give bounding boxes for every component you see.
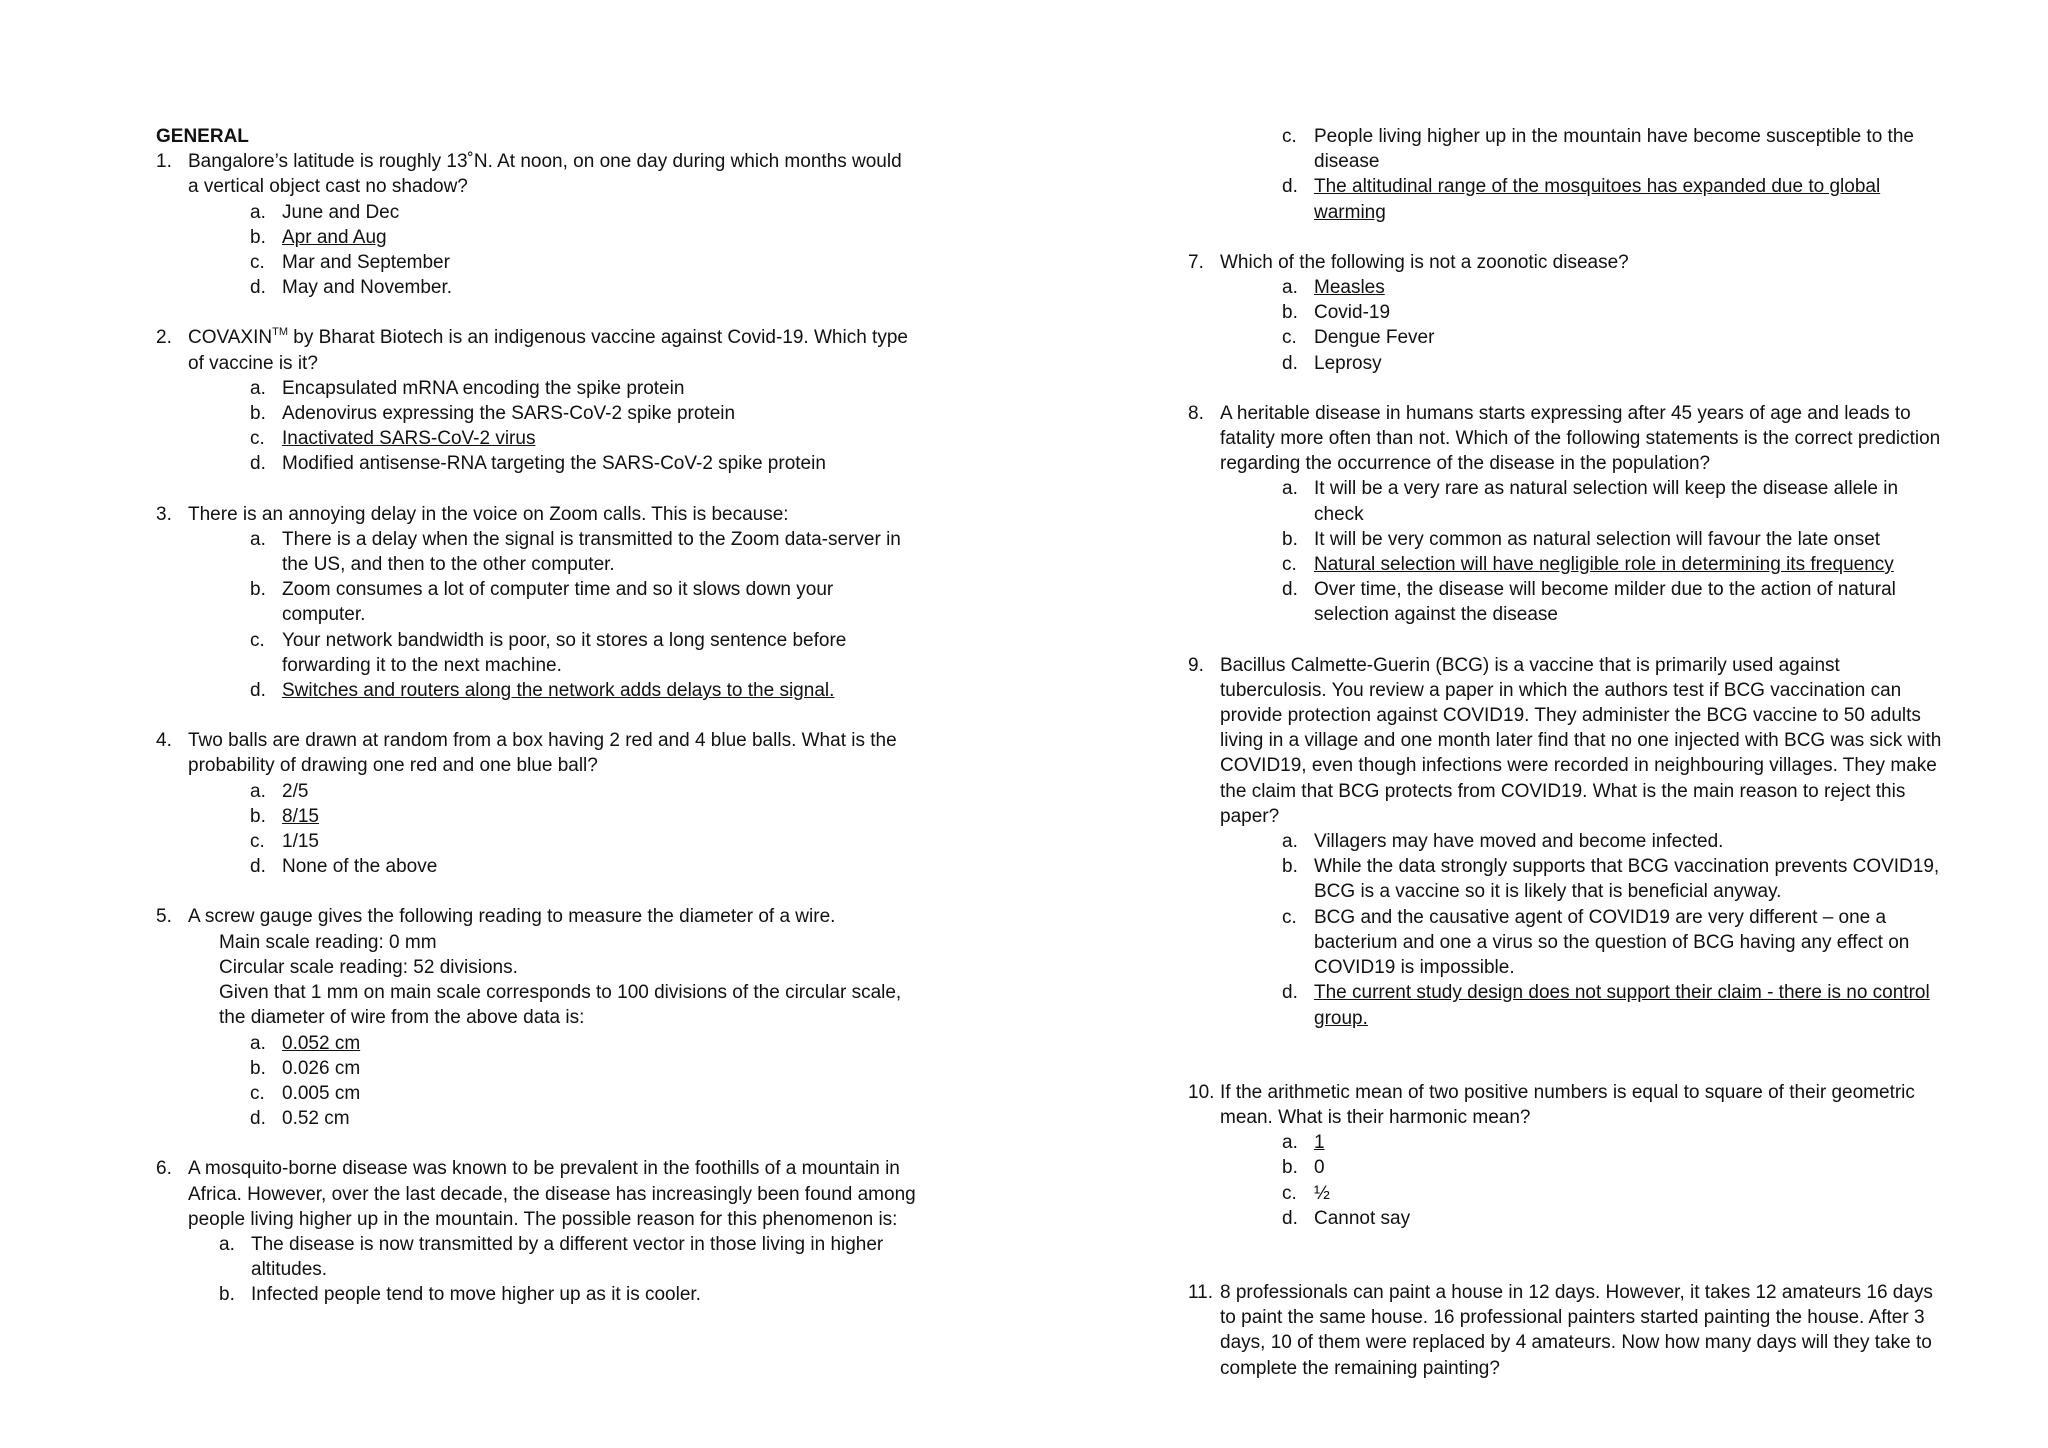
question-3 xyxy=(156,502,916,704)
option-c xyxy=(1220,1181,1948,1206)
question-stem xyxy=(188,325,916,375)
option-c xyxy=(188,628,916,678)
option-text: Zoom consumes a lot of computer time and so it slows down your computer. xyxy=(282,579,834,626)
option-d xyxy=(188,854,916,879)
option-letter: c. xyxy=(250,252,265,274)
option-text: Leprosy xyxy=(1314,352,1382,374)
option-letter: b. xyxy=(1282,856,1298,878)
option-text-answer: The current study design does not support their claim - there is no control group. xyxy=(1314,982,1930,1029)
question-stem: A heritable disease in humans starts expressing after 45 years of age and leads to fatality more often than not. Which of the following statements is the correct prediction regarding the occurrence of the disease in the population? xyxy=(1220,402,1941,475)
option-letter: d. xyxy=(1282,176,1298,198)
option-letter: a. xyxy=(1282,1132,1298,1154)
option-text: ½ xyxy=(1314,1182,1330,1204)
question-number: 2. xyxy=(156,327,172,349)
question-4 xyxy=(156,728,916,879)
options-list xyxy=(1220,476,1948,627)
option-a xyxy=(188,376,916,401)
option-b xyxy=(188,1282,916,1307)
options-list xyxy=(188,1031,916,1132)
option-text: Mar and September xyxy=(282,252,450,274)
option-text: It will be a very rare as natural selection will keep the disease allele in check xyxy=(1314,478,1899,525)
question-stem: Two balls are drawn at random from a box having 2 red and 4 blue balls. What is the probability of drawing one red and one blue ball? xyxy=(188,730,897,777)
option-letter: a. xyxy=(250,377,266,399)
option-text: Villagers may have moved and become infected. xyxy=(1314,831,1724,853)
option-a xyxy=(1220,1130,1948,1155)
option-letter: c. xyxy=(250,1082,265,1104)
option-b xyxy=(1220,1155,1948,1180)
option-c xyxy=(188,250,916,275)
option-letter: d. xyxy=(250,856,266,878)
right-column xyxy=(1188,124,1948,1381)
option-letter: b. xyxy=(250,805,266,827)
option-text: People living higher up in the mountain have become susceptible to the disease xyxy=(1314,126,1914,173)
option-c xyxy=(1220,124,1948,174)
question-stem: Bacillus Calmette-Guerin (BCG) is a vaccine that is primarily used against tuberculosis. You review a paper in which the authors test if BCG vaccination can provide protection against COVID19. They administer the BCG vaccine to 50 adults living in a village and one month later find that no one injected with BCG was sick with COVID19, even though infections were recorded in neighbouring villages. They make the claim that BCG protects from COVID19. What is the main reason to reject this paper? xyxy=(1220,654,1942,827)
option-b xyxy=(188,401,916,426)
given-line: Circular scale reading: 52 divisions. xyxy=(219,956,518,978)
options-list xyxy=(1220,124,1948,225)
option-c xyxy=(1220,552,1948,577)
given-data xyxy=(188,930,916,1031)
option-text-answer: Apr and Aug xyxy=(282,226,387,248)
option-letter: d. xyxy=(250,1108,266,1130)
given-line: Main scale reading: 0 mm xyxy=(219,931,437,953)
option-text-answer: The altitudinal range of the mosquitoes has expanded due to global warming xyxy=(1314,176,1881,223)
options-list xyxy=(188,779,916,880)
question-stem: A mosquito-borne disease was known to be prevalent in the foothills of a mountain in Africa. However, over the last decade, the disease has increasingly been found among people living higher up in the mountain. The possible reason for this phenomenon is: xyxy=(188,1158,916,1230)
option-letter: c. xyxy=(1282,1182,1297,1204)
option-text: BCG and the causative agent of COVID19 are very different – one a bacterium and one a virus so the question of BCG having any effect on COVID19 is impossible. xyxy=(1314,906,1910,979)
option-text: While the data strongly supports that BCG vaccination prevents COVID19, BCG is a vaccine so it is likely that is beneficial anyway. xyxy=(1314,856,1940,903)
option-a xyxy=(1220,275,1948,300)
option-letter: b. xyxy=(250,579,266,601)
option-letter: b. xyxy=(250,403,266,425)
option-d xyxy=(188,678,916,703)
option-b xyxy=(1220,300,1948,325)
option-letter: a. xyxy=(1282,478,1298,500)
question-5 xyxy=(156,904,916,1131)
options-list xyxy=(1220,275,1948,376)
question-number: 6. xyxy=(156,1158,172,1180)
option-d xyxy=(1220,1206,1948,1231)
option-letter: c. xyxy=(1282,906,1297,928)
option-letter: b. xyxy=(250,226,266,248)
question-stem: A screw gauge gives the following reading to measure the diameter of a wire. xyxy=(188,906,836,928)
option-c xyxy=(188,1081,916,1106)
option-letter: b. xyxy=(219,1284,235,1306)
option-letter: c. xyxy=(250,428,265,450)
option-b xyxy=(188,225,916,250)
option-text: Cannot say xyxy=(1314,1207,1411,1229)
option-letter: b. xyxy=(1282,302,1298,324)
option-text-answer: Switches and routers along the network adds delays to the signal. xyxy=(282,680,835,702)
option-text-answer: 8/15 xyxy=(282,805,319,827)
stem-part: by Bharat Biotech is an indigenous vaccine against Covid-19. Which type of vaccine is it? xyxy=(188,327,908,374)
option-text: None of the above xyxy=(282,856,438,878)
option-text-answer: Measles xyxy=(1314,277,1385,299)
options-list xyxy=(1220,829,1948,1031)
question-number: 9. xyxy=(1188,654,1204,676)
section-heading: GENERAL xyxy=(156,126,249,147)
option-a xyxy=(1220,476,1948,526)
question-number: 4. xyxy=(156,730,172,752)
option-text: Adenovirus expressing the SARS-CoV-2 spike protein xyxy=(282,403,736,425)
option-text-answer: Inactivated SARS-CoV-2 virus xyxy=(282,428,536,450)
options-list xyxy=(188,527,916,703)
trademark-superscript: TM xyxy=(272,326,288,339)
option-letter: d. xyxy=(250,277,266,299)
option-text: Your network bandwidth is poor, so it stores a long sentence before forwarding it to the next machine. xyxy=(282,629,847,676)
question-2 xyxy=(156,325,916,476)
option-d xyxy=(188,1106,916,1131)
question-10 xyxy=(1188,1080,1948,1231)
option-d xyxy=(1220,980,1948,1030)
question-stem: If the arithmetic mean of two positive numbers is equal to square of their geometric mean. What is their harmonic mean? xyxy=(1220,1081,1915,1128)
option-d xyxy=(188,451,916,476)
option-c xyxy=(188,426,916,451)
option-letter: b. xyxy=(250,1057,266,1079)
option-letter: a. xyxy=(1282,277,1298,299)
option-letter: d. xyxy=(250,453,266,475)
option-text: 0 xyxy=(1314,1157,1325,1179)
option-text: The disease is now transmitted by a different vector in those living in higher altitudes. xyxy=(251,1233,884,1281)
options-list xyxy=(188,376,916,477)
question-number: 11. xyxy=(1188,1281,1214,1303)
option-b xyxy=(188,1056,916,1081)
option-text: June and Dec xyxy=(282,201,400,223)
option-text: 0.52 cm xyxy=(282,1108,350,1130)
option-b xyxy=(188,804,916,829)
option-letter: a. xyxy=(250,780,266,802)
option-text: There is a delay when the signal is transmitted to the Zoom data-server in the US, and then to the other computer. xyxy=(282,528,901,576)
option-letter: c. xyxy=(1282,327,1297,349)
left-column xyxy=(156,124,916,1308)
option-text-answer: 0.052 cm xyxy=(282,1032,361,1054)
option-a xyxy=(1220,829,1948,854)
option-b xyxy=(1220,527,1948,552)
question-number: 5. xyxy=(156,906,172,928)
option-letter: c. xyxy=(1282,554,1297,576)
question-6 xyxy=(156,1156,916,1307)
option-d xyxy=(1220,351,1948,376)
option-letter: d. xyxy=(1282,1207,1298,1229)
option-c xyxy=(188,829,916,854)
options-list xyxy=(188,200,916,301)
option-letter: a. xyxy=(1282,831,1298,853)
stem-part: COVAXIN xyxy=(188,327,273,349)
option-letter: a. xyxy=(250,528,266,550)
option-letter: d. xyxy=(1282,579,1298,601)
question-number: 7. xyxy=(1188,251,1204,273)
option-letter: a. xyxy=(250,201,266,223)
option-letter: a. xyxy=(250,1032,266,1054)
option-letter: c. xyxy=(250,831,265,853)
option-b xyxy=(188,577,916,627)
option-text: Over time, the disease will become milder due to the action of natural selection against the disease xyxy=(1314,579,1896,626)
given-line: Given that 1 mm on main scale corresponds to 100 divisions of the circular scale, the diameter of wire from the above data is: xyxy=(219,982,902,1029)
question-7 xyxy=(1188,250,1948,376)
option-letter: d. xyxy=(1282,352,1298,374)
option-a xyxy=(188,1031,916,1056)
option-letter: c. xyxy=(1282,126,1297,147)
question-stem: Bangalore’s latitude is roughly 13˚N. At noon, on one day during which months would a vertical object cast no shadow? xyxy=(188,151,902,198)
option-letter: d. xyxy=(250,680,266,702)
question-stem: Which of the following is not a zoonotic disease? xyxy=(1220,251,1629,273)
option-text: Dengue Fever xyxy=(1314,327,1435,349)
option-letter: d. xyxy=(1282,982,1298,1004)
option-letter: c. xyxy=(250,629,265,651)
option-letter: b. xyxy=(1282,1157,1298,1179)
option-c xyxy=(1220,905,1948,981)
question-number: 3. xyxy=(156,503,172,525)
question-number: 10. xyxy=(1188,1081,1215,1103)
option-text: 2/5 xyxy=(282,780,309,802)
option-text: Modified antisense-RNA targeting the SARS-CoV-2 spike protein xyxy=(282,453,826,475)
option-text: Encapsulated mRNA encoding the spike protein xyxy=(282,377,685,399)
option-text: May and November. xyxy=(282,277,453,299)
question-9 xyxy=(1188,653,1948,1031)
option-a xyxy=(188,779,916,804)
option-a xyxy=(188,200,916,225)
options-list xyxy=(1220,1130,1948,1231)
option-a xyxy=(188,527,916,577)
option-text: 0.026 cm xyxy=(282,1057,361,1079)
question-stem: There is an annoying delay in the voice on Zoom calls. This is because: xyxy=(188,503,789,525)
question-number: 8. xyxy=(1188,402,1204,424)
option-text: Infected people tend to move higher up as it is cooler. xyxy=(251,1284,701,1306)
option-text-answer: Natural selection will have negligible role in determining its frequency xyxy=(1314,554,1894,576)
option-text-answer: 1 xyxy=(1314,1132,1325,1154)
question-number: 1. xyxy=(156,151,172,173)
option-text: 1/15 xyxy=(282,831,319,853)
option-a xyxy=(188,1232,916,1282)
question-11 xyxy=(1188,1280,1948,1381)
option-c xyxy=(1220,325,1948,350)
question-8 xyxy=(1188,401,1948,628)
option-text: It will be very common as natural selection will favour the late onset xyxy=(1314,528,1881,550)
option-text: 0.005 cm xyxy=(282,1082,361,1104)
option-text: Covid-19 xyxy=(1314,302,1391,324)
option-b xyxy=(1220,854,1948,904)
option-d xyxy=(1220,174,1948,224)
option-d xyxy=(1220,577,1948,627)
question-stem: 8 professionals can paint a house in 12 days. However, it takes 12 amateurs 16 days to paint the same house. 16 professional painters started painting the house. After 3 days, 10 of them were replaced by 4 amateurs. Now how many days will they take to complete the remaining painting? xyxy=(1220,1281,1933,1379)
option-d xyxy=(188,275,916,300)
option-letter: a. xyxy=(219,1233,235,1255)
options-list xyxy=(188,1232,916,1308)
question-1 xyxy=(156,149,916,300)
question-6-continued xyxy=(1188,124,1948,225)
option-letter: b. xyxy=(1282,528,1298,550)
